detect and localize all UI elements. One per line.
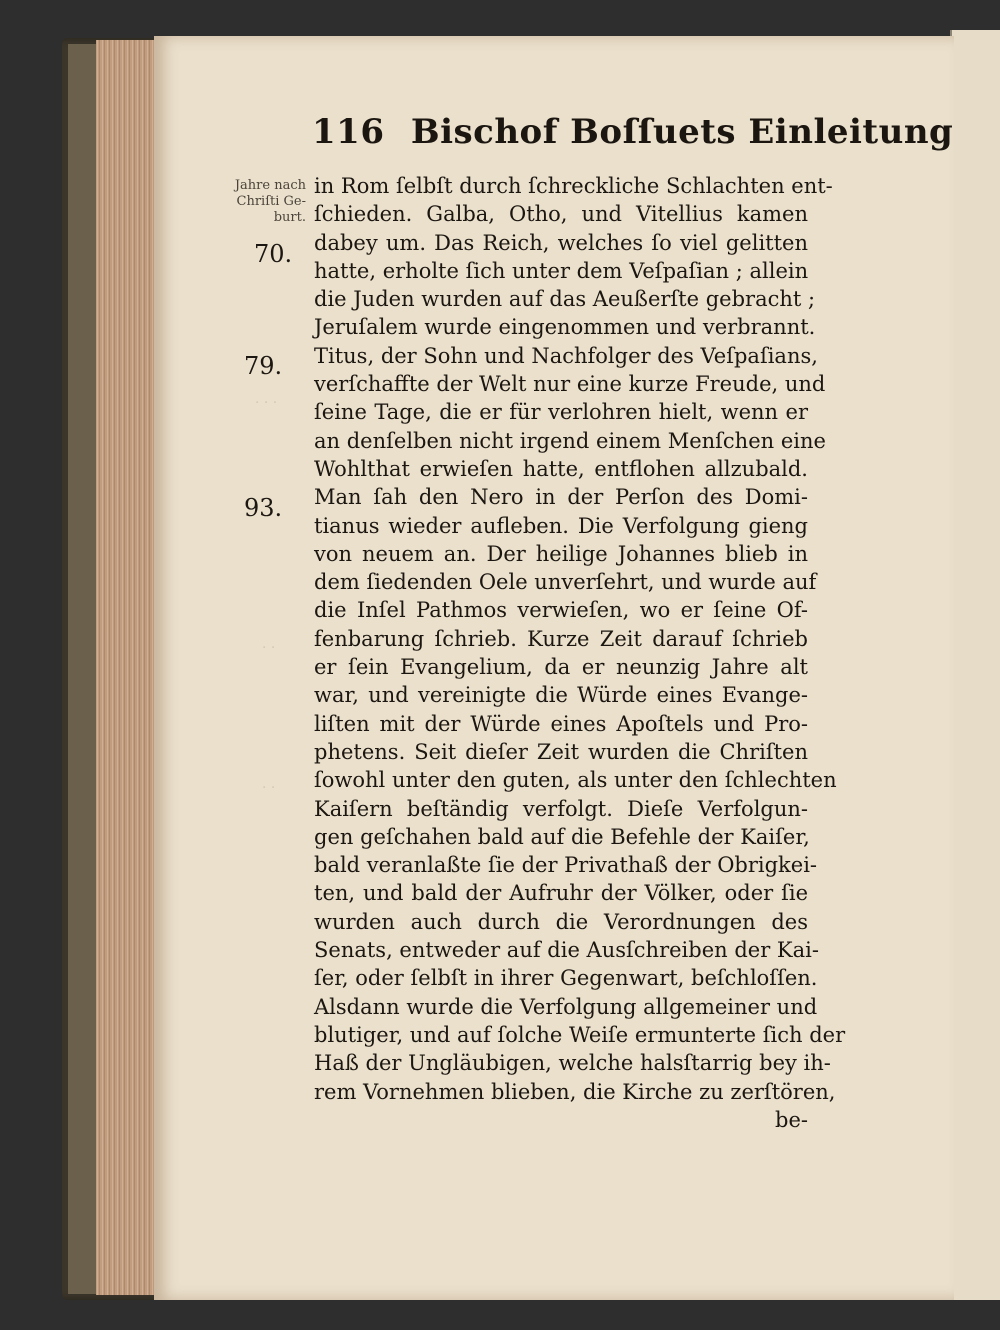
text-line: Man ſah den Nero in der Perſon des Domi-: [314, 485, 808, 510]
text-line: Kaiſern beſtändig verfolgt. Dieſe Verfolgun-: [314, 796, 808, 821]
cover-edge: [68, 44, 96, 1294]
margin-note-line: Chriſti Ge-: [236, 194, 306, 209]
margin-note: [196, 178, 306, 226]
text-line: ſowohl unter den guten, als unter den ſchlechten: [314, 768, 837, 793]
text-line: Haß der Ungläubigen, welche halsſtarrig bey ih-: [314, 1051, 831, 1076]
facing-page-edge: [950, 30, 1000, 1300]
text-line: wurden auch durch die Verordnungen des: [314, 909, 808, 934]
text-line: ſer, oder ſelbſt in ihrer Gegenwart, beſchloſſen.: [314, 966, 818, 991]
text-line: er ſein Evangelium, da er neunzig Jahre alt: [314, 655, 808, 680]
bleed-through-mark: · ·: [262, 640, 276, 656]
text-line: bald veranlaßte ſie der Privathaß der Obrigkei-: [314, 853, 818, 878]
page-edges: [96, 40, 156, 1295]
year-marker: 79.: [244, 352, 283, 380]
text-line: Alsdann wurde die Verfolgung allgemeiner und: [314, 994, 818, 1019]
text-line: Titus, der Sohn und Nachfolger des Veſpaſians,: [314, 343, 818, 368]
text-line: ſeine Tage, die er für verlohren hielt, wenn er: [314, 400, 808, 425]
text-line: fenbarung ſchrieb. Kurze Zeit darauf ſchrieb: [314, 626, 808, 651]
text-line: die Juden wurden auf das Aeußerſte gebracht ;: [314, 287, 816, 312]
year-marker: 93.: [244, 494, 283, 522]
text-line: dem ſiedenden Oele unverſehrt, und wurde auf: [314, 570, 817, 595]
body-text: [314, 172, 846, 1134]
margin-note-line: Jahre nach: [234, 178, 306, 193]
text-line: ten, und bald der Aufruhr der Völker, oder ſie: [314, 881, 808, 906]
text-line: phetens. Seit dieſer Zeit wurden die Chriſten: [314, 739, 808, 764]
text-line: Jeruſalem wurde eingenommen und verbrannt.: [314, 315, 816, 340]
text-line: tianus wieder aufleben. Die Verfolgung gieng: [314, 513, 808, 538]
page-header: [312, 112, 954, 172]
bleed-through-mark: · · ·: [255, 395, 278, 411]
text-line: blutiger, und auf ſolche Weiſe ermunterte ſich der: [314, 1022, 846, 1047]
text-line: war, und vereinigte die Würde eines Evange-: [314, 683, 808, 708]
text-line: ſchieden. Galba, Otho, und Vitellius kamen: [314, 202, 808, 227]
text-line: von neuem an. Der heilige Johannes blieb in: [314, 541, 808, 566]
text-line: Senats, entweder auf die Ausſchreiben der Kai-: [314, 938, 819, 963]
running-title: Bischof Boſſuets Einleitung: [410, 112, 954, 152]
text-line: die Inſel Pathmos verwieſen, wo er ſeine Of-: [314, 598, 808, 623]
text-line: in Rom ſelbſt durch ſchreckliche Schlachten ent-: [314, 174, 833, 198]
page-number: 116: [312, 112, 385, 152]
text-line: hatte, erholte ſich unter dem Veſpaſian ; allein: [314, 258, 809, 283]
text-line: verſchaffte der Welt nur eine kurze Freude, und: [314, 372, 826, 397]
text-line: rem Vornehmen blieben, die Kirche zu zerſtören,: [314, 1079, 836, 1104]
catchword: be-: [775, 1107, 808, 1132]
text-line: liſten mit der Würde eines Apoſtels und Pro-: [314, 711, 808, 736]
year-marker: 70.: [254, 240, 293, 268]
text-line: Wohlthat erwieſen hatte, entflohen allzubald.: [314, 456, 808, 481]
text-line: an denſelben nicht irgend einem Menſchen eine: [314, 428, 826, 453]
bleed-through-mark: · ·: [262, 780, 276, 796]
text-line: dabey um. Das Reich, welches ſo viel gelitten: [314, 230, 808, 255]
text-line: gen geſchahen bald auf die Befehle der Kaiſer,: [314, 824, 810, 849]
margin-note-line: burt.: [273, 210, 306, 225]
